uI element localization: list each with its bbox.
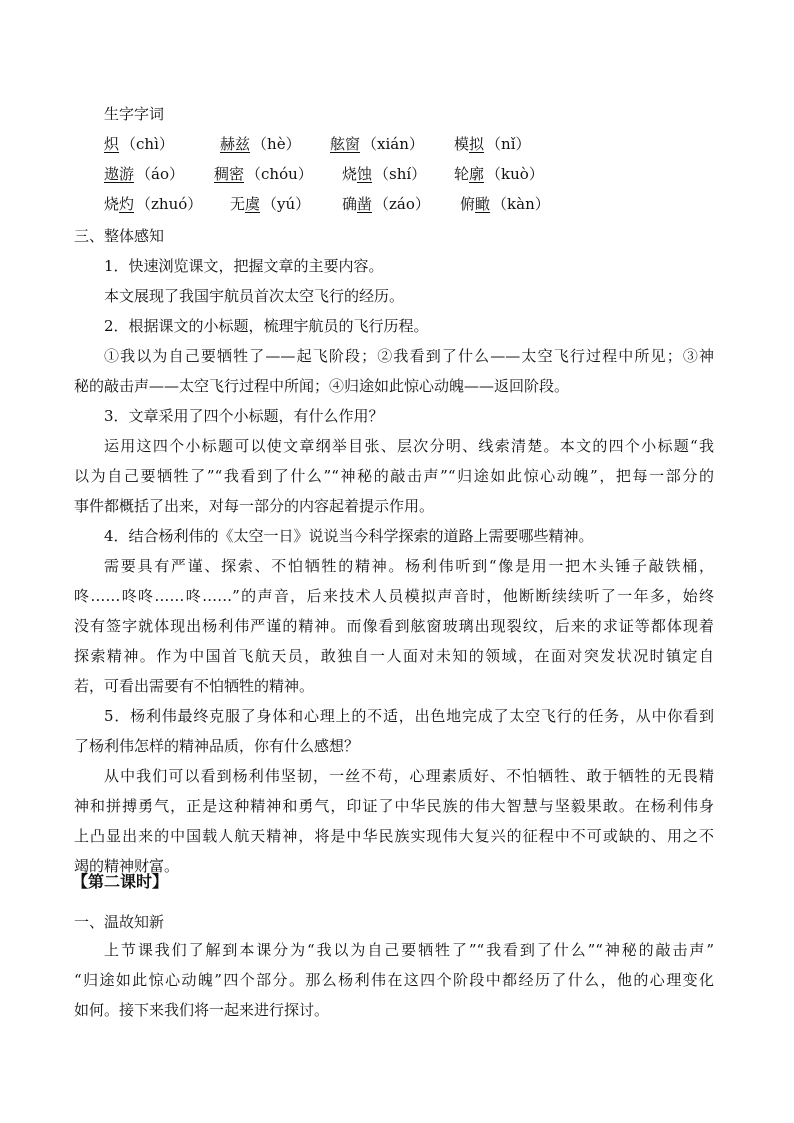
vocab-item: 炽 （chì） <box>104 135 174 153</box>
answer-3-line: 事件都概括了出来，对每一部分的内容起着提示作用。 <box>74 497 435 515</box>
question-5-line: 5．杨利伟最终克服了身体和心理上的不适，出色地完成了太空飞行的任务，从中你看到 <box>104 707 714 725</box>
answer-4-line: 咚……咚咚……咚……”的声音，后来技术人员模拟声音时，他断断续续听了一年多，始终 <box>74 587 714 605</box>
vocab-item: 稠密 （chóu） <box>214 165 313 183</box>
vocab-heading: 生字字词 <box>104 105 165 123</box>
vocab-row <box>104 134 584 154</box>
vocab-item: 俯瞰 （kàn） <box>460 195 550 213</box>
vocab-item: 无虞 （yú） <box>230 195 311 213</box>
vocab-item: 舷窗 （xián） <box>330 135 424 153</box>
question-1: 1．快速浏览课文，把握文章的主要内容。 <box>104 257 384 275</box>
answer-2-line: ①我以为自己要牺牲了——起飞阶段；②我看到了什么——太空飞行过程中所见；③神 <box>104 347 714 365</box>
answer-2-line: 秘的敲击声——太空飞行过程中所闻；④归途如此惊心动魄——返回阶段。 <box>74 377 570 395</box>
answer-4-line: 需要具有严谨、探索、不怕牺牲的精神。杨利伟听到“像是用一把木头锤子敲铁桶， <box>104 557 714 575</box>
lesson-heading: 【第二课时】 <box>72 872 169 891</box>
question-5-line: 了杨利伟怎样的精神品质，你有什么感想？ <box>74 737 360 755</box>
answer-5-line: 上凸显出来的中国载人航天精神，将是中华民族实现伟大复兴的征程中不可或缺的、用之不 <box>74 827 714 845</box>
answer-4-line: 没有签字就体现出杨利伟严谨的精神。而像看到舷窗玻璃出现裂纹，后来的求证等都体现着 <box>74 617 714 635</box>
answer-4-line: 探索精神。作为中国首飞航天员，敢独自一人面对未知的领域，在面对突发状况时镇定自 <box>74 647 714 665</box>
answer-4-line: 若，可看出需要有不怕牺牲的精神。 <box>74 677 315 695</box>
vocab-item: 轮廓 （kuò） <box>454 165 544 183</box>
answer-3-line: 运用这四个小标题可以使文章纲举目张、层次分明、线索清楚。本文的四个小标题“我 <box>104 437 714 455</box>
review-paragraph-line: “归途如此惊心动魄”四个部分。那么杨利伟在这四个阶段中都经历了什么，他的心理变化 <box>74 971 714 989</box>
vocab-row <box>104 164 584 184</box>
question-4: 4．结合杨利伟的《太空一日》说说当今科学探索的道路上需要哪些精神。 <box>104 527 594 545</box>
answer-3-line: 以为自己要牺牲了”“我看到了什么”“神秘的敲击声”“归途如此惊心动魄”，把每一部分的 <box>74 467 714 485</box>
section-title: 三、整体感知 <box>74 227 165 245</box>
review-paragraph-line: 如何。接下来我们将一起来进行探讨。 <box>74 1001 330 1019</box>
question-3: 3．文章采用了四个小标题，有什么作用？ <box>104 407 384 425</box>
subsection-title: 一、温故知新 <box>74 913 165 931</box>
vocab-item: 烧蚀 （shí） <box>342 165 427 183</box>
answer-5-line: 从中我们可以看到杨利伟坚韧，一丝不苟，心理素质好、不怕牺牲、敢于牺牲的无畏精 <box>104 767 714 785</box>
vocab-item: 赫兹 （hè） <box>220 135 301 153</box>
answer-5-line: 竭的精神财富。 <box>74 857 180 875</box>
review-paragraph-line: 上节课我们了解到本课分为“我以为自己要牺牲了”“我看到了什么”“神秘的敲击声” <box>104 941 714 959</box>
vocab-item: 模拟 （nǐ） <box>454 135 531 153</box>
vocab-row <box>104 194 584 214</box>
vocab-item: 确凿 （záo） <box>342 195 430 213</box>
answer-1: 本文展现了我国宇航员首次太空飞行的经历。 <box>104 287 405 305</box>
answer-5-line: 神和拼搏勇气，正是这种精神和勇气，印证了中华民族的伟大智慧与坚毅果敢。在杨利伟身 <box>74 797 714 815</box>
vocab-item: 烧灼 （zhuó） <box>104 195 203 213</box>
vocab-item: 遨游 （áo） <box>104 165 185 183</box>
question-2: 2．根据课文的小标题，梳理宇航员的飞行历程。 <box>104 317 429 335</box>
